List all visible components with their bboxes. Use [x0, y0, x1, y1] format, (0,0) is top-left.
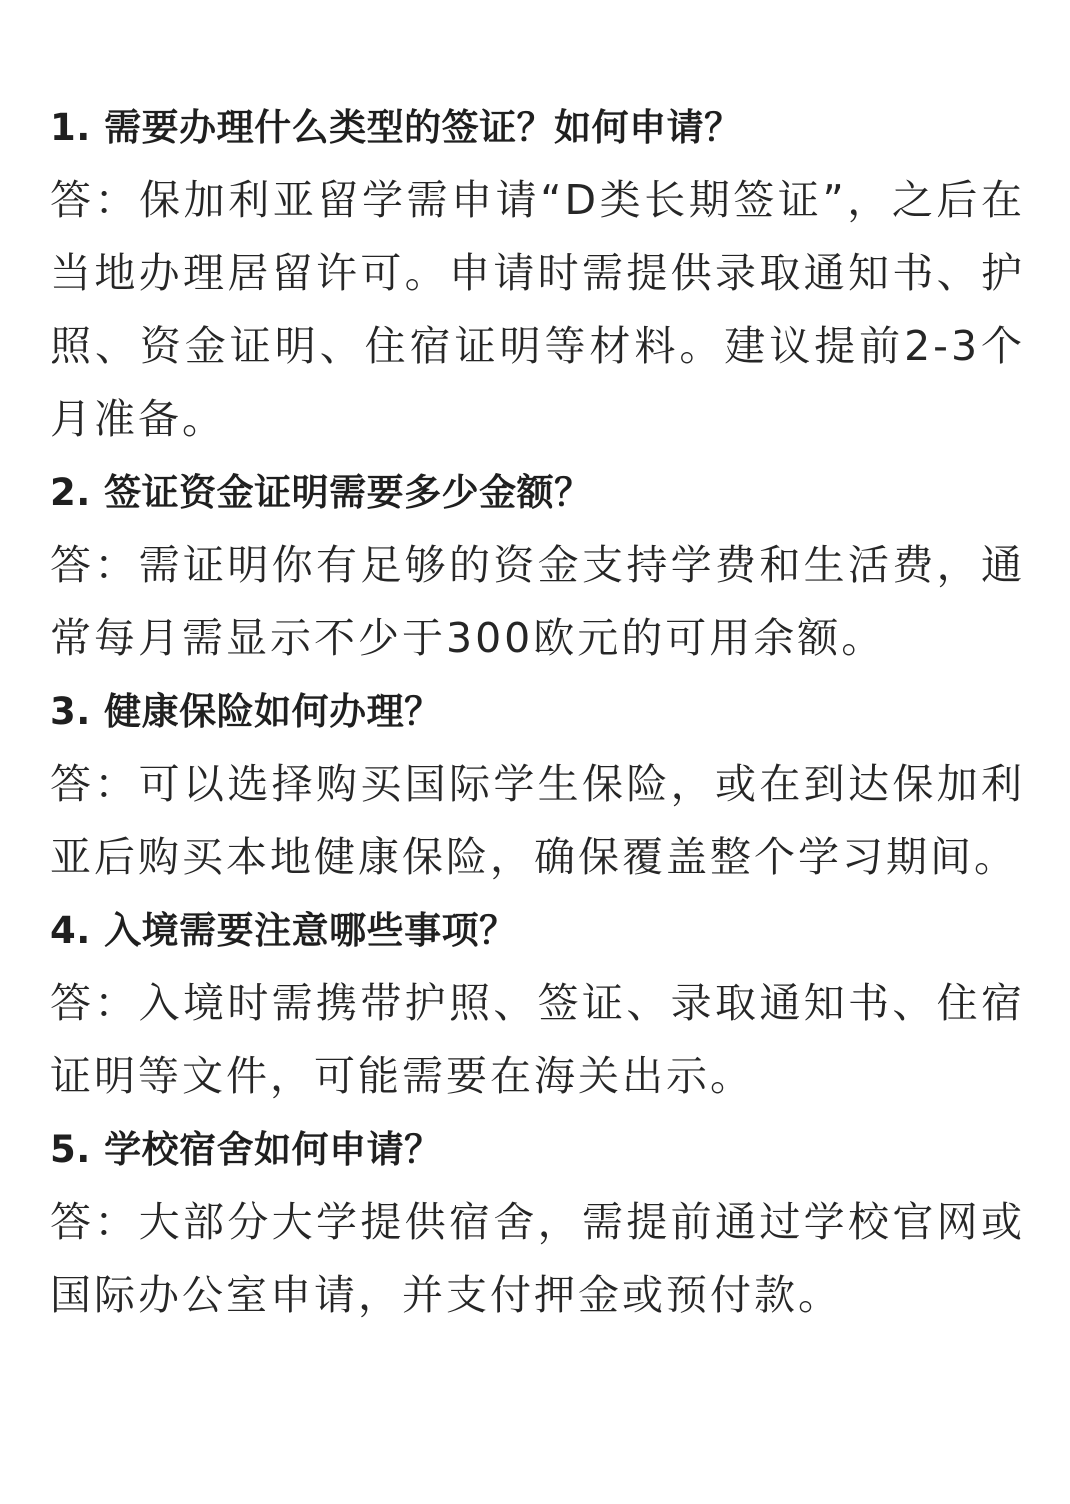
faq-item-2 [50, 456, 1025, 675]
faq-answer: 答：需证明你有足够的资金支持学费和生活费，通常每月需显示不少于300欧元的可用余额。 [50, 541, 1025, 662]
faq-question: 2. 签证资金证明需要多少金额？ [50, 471, 592, 514]
faq-list [50, 91, 1025, 1332]
faq-item-3 [50, 675, 1025, 894]
faq-question: 4. 入境需要注意哪些事项？ [50, 909, 517, 952]
faq-answer: 答：大部分大学提供宿舍，需提前通过学校官网或国际办公室申请，并支付押金或预付款。 [50, 1198, 1025, 1319]
faq-answer: 答：可以选择购买国际学生保险，或在到达保加利亚后购买本地健康保险，确保覆盖整个学习期间。 [50, 760, 1025, 881]
faq-item-1 [50, 91, 1025, 456]
faq-answer: 答：保加利亚留学需申请“D类长期签证”，之后在当地办理居留许可。申请时需提供录取通知书、护照、资金证明、住宿证明等材料。建议提前2-3个月准备。 [50, 176, 1025, 443]
faq-item-4 [50, 894, 1025, 1113]
faq-item-5 [50, 1113, 1025, 1332]
faq-question: 3. 健康保险如何办理？ [50, 690, 442, 733]
faq-answer: 答：入境时需携带护照、签证、录取通知书、住宿证明等文件，可能需要在海关出示。 [50, 979, 1025, 1100]
faq-question: 1. 需要办理什么类型的签证？如何申请？ [50, 106, 742, 149]
faq-question: 5. 学校宿舍如何申请？ [50, 1128, 442, 1171]
